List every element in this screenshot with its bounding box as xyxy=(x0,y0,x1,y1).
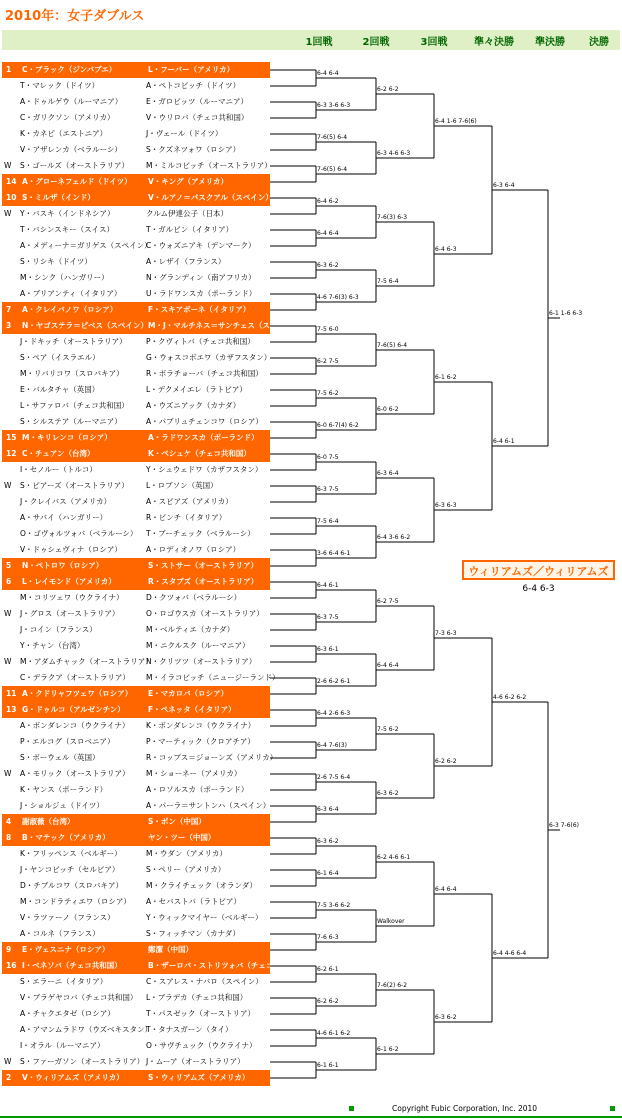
player-2-name: 鄭潔（中国） xyxy=(148,945,193,954)
match-score: 6-3 6-4 xyxy=(317,806,339,813)
match-score: 7-6(5) 6-4 xyxy=(317,166,348,173)
player-2-name: S・ポン（中国） xyxy=(148,817,206,826)
match-score: 6-4 1-6 7-6(6) xyxy=(435,118,477,125)
player-1-name: S・ボーウェル（英国） xyxy=(20,753,100,762)
player-2-name: K・ボンダレンコ（ウクライナ） xyxy=(146,721,256,730)
match-score: 3-6 6-4 6-1 xyxy=(317,550,351,557)
match-score: 6-1 6-2 xyxy=(435,374,457,381)
player-1-name: I・セノルー（トルコ） xyxy=(20,465,97,474)
player-1-name: T・バシンスキー（スイス） xyxy=(20,225,114,234)
player-2-name: M・ショーネー（アメリカ） xyxy=(146,769,242,778)
match-score: 6-3 6-2 xyxy=(317,838,339,845)
player-2-name: N・クリツツ（オーストラリア） xyxy=(146,657,257,666)
player-1-name: O・ゴヴォルツォバ（ベラルーシ） xyxy=(20,529,138,538)
player-1-name: Y・バスキ（インドネシア） xyxy=(20,209,115,218)
player-1-name: J・ショルジュ（ドイツ） xyxy=(20,801,104,810)
seed-number: 8 xyxy=(6,833,12,842)
player-2-name: クルム伊達公子（日本） xyxy=(146,209,228,218)
player-1-name: V・アザレンカ（ベラルーシ） xyxy=(20,145,122,154)
player-2-name: A・ロソルスカ（ポーランド） xyxy=(146,785,249,794)
player-2-name: R・スタブズ（オーストラリア） xyxy=(148,577,259,586)
seed-number: W xyxy=(4,481,12,490)
match-score: 6-1 6-2 xyxy=(377,1046,399,1053)
player-1-name: V・ラツァーノ（フランス） xyxy=(20,913,115,922)
seed-number: W xyxy=(4,609,12,618)
player-1-name: M・コリツェワ（ウクライナ） xyxy=(20,593,124,602)
player-1-name: A・ボンダレンコ（ウクライナ） xyxy=(20,721,130,730)
match-score: 7-6 6-3 xyxy=(317,934,339,941)
match-score: 6-2 6-2 xyxy=(435,758,457,765)
match-score: 6-0 6-7(4) 6-2 xyxy=(317,422,359,429)
player-2-name: E・ガロビッツ（ルーマニア） xyxy=(146,97,248,106)
match-score: 7-5 6-4 xyxy=(317,518,339,525)
player-2-name: L・フーバー（アメリカ） xyxy=(148,65,235,74)
player-1-name: L・レイモンド（アメリカ） xyxy=(22,577,116,586)
round-3-label: 3回戦 xyxy=(420,37,448,48)
player-2-name: A・レザイ（フランス） xyxy=(146,257,226,266)
player-1-name: A・グローネフェルド（ドイツ） xyxy=(22,177,132,186)
player-2-name: P・マーティック（クロアチア） xyxy=(146,737,255,746)
player-1-name: I・オラル（ルーマニア） xyxy=(20,1041,105,1050)
player-1-name: S・ミルザ（インド） xyxy=(22,193,95,202)
player-1-name: M・アダムチャック（オーストラリア） xyxy=(20,657,153,666)
match-score: 6-3 6-1 xyxy=(317,646,339,653)
player-1-name: T・マレック（ドイツ） xyxy=(20,81,100,90)
player-2-name: G・ウォスコボエワ（カザフスタン） xyxy=(146,353,272,362)
player-2-name: S・クズネツォワ（ロシア） xyxy=(146,145,241,154)
match-score: 6-4 6-3 xyxy=(435,246,457,253)
player-2-name: M・ミルコビッチ（オーストラリア） xyxy=(146,161,272,170)
player-1-name: N・ペトロワ（ロシア） xyxy=(22,561,104,570)
match-score: 6-3 6-2 xyxy=(435,1014,457,1021)
match-score: 6-4 6-1 xyxy=(493,438,515,445)
match-score: 6-4 6-4 xyxy=(377,662,399,669)
match-score: 6-3 6-3 xyxy=(435,502,457,509)
match-score: 6-3 4-6 6-3 xyxy=(377,150,411,157)
seed-number: 3 xyxy=(6,321,12,330)
player-2-name: M・イラコビッチ（ニュージーランド） xyxy=(146,673,280,682)
player-1-name: K・カネピ（エストニア） xyxy=(20,129,108,138)
match-score: 6-0 6-2 xyxy=(377,406,399,413)
player-2-name: ヤン・ツー（中国） xyxy=(148,833,216,842)
match-score: 4-6 7-6(3) 6-3 xyxy=(317,294,359,301)
match-score: 6-3 6-2 xyxy=(317,262,339,269)
player-1-name: K・フリッペンス（ベルギー） xyxy=(20,849,122,858)
player-2-name: M・J・マルチネス＝サンチェス（スペイン） xyxy=(148,321,300,330)
player-1-name: S・ゴールズ（オーストラリア） xyxy=(20,161,130,170)
player-2-name: T・ブーチェック（ベラルーシ） xyxy=(146,529,255,538)
player-2-name: O・サヴチュック（ウクライナ） xyxy=(146,1041,257,1050)
match-score: 6-3 7-5 xyxy=(317,614,339,621)
match-score: 7-3 6-3 xyxy=(435,630,457,637)
seed-number: W xyxy=(4,1057,12,1066)
seed-number: 2 xyxy=(6,1073,12,1082)
seed-number: 10 xyxy=(6,193,17,202)
player-1-name: J・グロス（オーストラリア） xyxy=(20,609,120,618)
player-2-name: A・ロディオノワ（ロシア） xyxy=(146,545,241,554)
player-2-name: S・ウィリアムズ（アメリカ） xyxy=(148,1073,250,1082)
player-1-name: V・ウィリアムズ（アメリカ） xyxy=(22,1073,124,1082)
player-1-name: J・コイン（フランス） xyxy=(20,625,97,634)
player-2-name: M・クライチェック（オランダ） xyxy=(146,881,257,890)
player-1-name: S・エラーニ（イタリア） xyxy=(20,977,108,986)
player-2-name: J・ムーア（オーストラリア） xyxy=(146,1057,245,1066)
player-1-name: S・シルステア（ルーマニア） xyxy=(20,417,122,426)
match-score: 6-3 6-4 xyxy=(493,182,515,189)
player-2-name: Y・ウィックマイヤー（ベルギー） xyxy=(146,913,263,922)
footer-square-icon xyxy=(349,1106,354,1111)
player-2-name: S・ペリー（アメリカ） xyxy=(146,865,226,874)
page-title: 2010年：女子ダブルス xyxy=(5,9,145,24)
player-2-name: V・キング（アメリカ） xyxy=(148,177,229,186)
player-1-name: B・マテック（アメリカ） xyxy=(22,833,110,842)
player-2-name: A・セバストバ（ラトビア） xyxy=(146,897,241,906)
player-1-name: M・キリレンコ（ロシア） xyxy=(22,433,112,442)
match-score: 7-6(2) 6-2 xyxy=(377,982,408,989)
player-2-name: A・ウズニアック（カナダ） xyxy=(146,401,241,410)
player-1-name: A・モリック（オーストラリア） xyxy=(20,769,130,778)
match-score: 6-1 6-4 xyxy=(317,870,339,877)
quarterfinal-label: 準々決勝 xyxy=(474,37,514,48)
player-2-name: O・ロゴウスカ（オーストラリア） xyxy=(146,609,264,618)
player-1-name: S・ファーガソン（オーストラリア） xyxy=(20,1057,145,1066)
player-2-name: A・スピアズ（アメリカ） xyxy=(146,497,233,506)
match-score: 6-2 7-5 xyxy=(317,358,339,365)
match-score: 2-6 6-2 6-1 xyxy=(317,678,351,685)
player-1-name: G・ドゥルコ（アルゼンチン） xyxy=(22,705,125,714)
match-score: 6-4 6-4 xyxy=(435,886,457,893)
match-score: 7-5 6-2 xyxy=(377,726,399,733)
player-1-name: A・クレイバノワ（ロシア） xyxy=(22,305,118,314)
player-2-name: L・デクメイエレ（ラトビア） xyxy=(146,385,247,394)
match-score: 7-6(5) 6-4 xyxy=(317,134,348,141)
player-2-name: P・クヴィトバ（チェコ共和国） xyxy=(146,337,255,346)
match-score: 4-6 6-1 6-2 xyxy=(317,1030,351,1037)
player-1-name: M・シンク（ハンガリー） xyxy=(20,273,109,282)
player-1-name: C・ガリクソン（アメリカ） xyxy=(20,113,115,122)
player-2-name: V・ルアノ＝パスクアル（スペイン） xyxy=(148,193,273,202)
match-score: 6-0 7-5 xyxy=(317,454,339,461)
match-score: 6-3 6-4 xyxy=(377,470,399,477)
match-score: 6-4 6-2 xyxy=(317,198,339,205)
seed-number: 4 xyxy=(6,817,12,826)
match-score: 6-2 6-2 xyxy=(377,86,399,93)
player-2-name: T・ガルビン（イタリア） xyxy=(146,225,234,234)
player-2-name: L・ブラデカ（チェコ共和国） xyxy=(146,993,248,1002)
player-2-name: R・ボラチョーバ（チェコ共和国） xyxy=(146,369,263,378)
player-1-name: A・ドゥルゲウ（ルーマニア） xyxy=(20,97,123,106)
player-2-name: A・パブリュチェンコワ（ロシア） xyxy=(146,417,263,426)
player-1-name: D・チブルコワ（スロバキア） xyxy=(20,881,123,890)
player-2-name: S・ストサー（オーストラリア） xyxy=(148,561,259,570)
match-score: 6-2 4-6 6-1 xyxy=(377,854,411,861)
match-score: 6-3 7-6(6) xyxy=(549,822,580,829)
seed-number: 12 xyxy=(6,449,17,458)
match-score: 7-6(3) 6-3 xyxy=(377,214,408,221)
player-1-name: 謝淑薇（台湾） xyxy=(22,817,75,826)
match-score: 6-4 6-4 xyxy=(317,70,339,77)
match-score: 6-2 7-5 xyxy=(377,598,399,605)
match-score: 6-4 7-6(3) xyxy=(317,742,348,749)
match-score: 7-5 6-4 xyxy=(377,278,399,285)
seed-number: W xyxy=(4,209,12,218)
player-2-name: U・ラドワンスカ（ポーランド） xyxy=(146,289,257,298)
player-2-name: V・ウリロバ（チェコ共和国） xyxy=(146,113,249,122)
match-score: 4-6 6-2 6-2 xyxy=(493,694,527,701)
player-1-name: E・バルタチャ（英国） xyxy=(20,385,100,394)
seed-number: W xyxy=(4,161,12,170)
match-score: 2-6 7-5 6-4 xyxy=(317,774,351,781)
player-1-name: C・ブラック（ジンバブエ） xyxy=(22,65,117,74)
final-score: 6-4 6-3 xyxy=(522,584,555,594)
match-score: 7-5 6-0 xyxy=(317,326,339,333)
seed-number: 1 xyxy=(6,65,12,74)
player-2-name: A・ラドワンスカ（ポーランド） xyxy=(148,433,259,442)
player-2-name: M・ニクルスク（ルーマニア） xyxy=(146,641,250,650)
final-label: 決勝 xyxy=(589,37,609,48)
player-2-name: R・コップス＝ジョーンズ（アメリカ） xyxy=(146,753,278,762)
player-1-name: N・ヤゴステラ＝ビベス（スペイン） xyxy=(22,321,148,330)
player-2-name: R・ビンチ（イタリア） xyxy=(146,513,227,522)
player-2-name: C・ウォズニアキ（デンマーク） xyxy=(146,241,256,250)
player-1-name: A・ブリアンティ（イタリア） xyxy=(20,289,122,298)
copyright: Copyright Fubic Corporation, Inc. 2010 xyxy=(392,1104,538,1113)
match-score: 7-6(5) 6-4 xyxy=(377,342,408,349)
seed-number: 7 xyxy=(6,305,12,314)
seed-number: 11 xyxy=(6,689,17,698)
player-1-name: L・サファロバ（チェコ共和国） xyxy=(20,401,129,410)
player-2-name: S・フィッチマン（カナダ） xyxy=(146,929,241,938)
player-1-name: J・ヤンコビッチ（セルビア） xyxy=(20,865,120,874)
seed-number: W xyxy=(4,769,12,778)
player-1-name: Y・チャン（台湾） xyxy=(20,641,85,650)
seed-number: 6 xyxy=(6,577,12,586)
match-score: 7-5 3-6 6-2 xyxy=(317,902,351,909)
player-2-name: B・ザーロバ・ストリツォバ（チェコ共和国） xyxy=(148,961,304,970)
player-2-name: Y・シュウェドワ（カザフスタン） xyxy=(146,465,263,474)
match-score: 6-1 6-1 xyxy=(317,1062,339,1069)
player-2-name: A・パーラ＝サントンハ（スペイン） xyxy=(146,801,271,810)
player-2-name: D・クツォバ（ベラルーシ） xyxy=(146,593,242,602)
player-1-name: S・ピアーズ（オーストラリア） xyxy=(20,481,129,490)
footer-square-icon xyxy=(610,1106,615,1111)
player-2-name: N・グランディン（南アフリカ） xyxy=(146,273,256,282)
semifinal-label: 準決勝 xyxy=(535,37,565,48)
player-1-name: V・ブラゲヤコバ（チェコ共和国） xyxy=(20,993,138,1002)
player-1-name: A・チャクエタゼ（ロシア） xyxy=(20,1009,115,1018)
player-1-name: E・ヴェスニナ（ロシア） xyxy=(22,945,110,954)
match-score: 6-3 7-5 xyxy=(317,486,339,493)
player-2-name: L・ロブソン（英国） xyxy=(146,481,218,490)
match-score: 6-4 6-1 xyxy=(317,582,339,589)
seed-number: 14 xyxy=(6,177,17,186)
player-1-name: I・ベネソバ（チェコ共和国） xyxy=(22,961,122,970)
player-2-name: M・ベルティエ（カナダ） xyxy=(146,625,235,634)
round-1-label: 1回戦 xyxy=(305,37,333,48)
footer-line xyxy=(0,1116,622,1118)
player-2-name: M・ウダン（アメリカ） xyxy=(146,849,227,858)
player-1-name: K・ヤンス（ポーランド） xyxy=(20,785,108,794)
player-1-name: V・ドゥシェヴィナ（ロシア） xyxy=(20,545,122,554)
match-score: Walkover xyxy=(377,918,405,925)
match-score: 6-4 2-6 6-3 xyxy=(317,710,351,717)
match-score: 6-2 6-1 xyxy=(317,966,339,973)
player-1-name: M・コンドラティエワ（ロシア） xyxy=(20,897,131,906)
player-1-name: A・クドリャフツェワ（ロシア） xyxy=(22,689,133,698)
player-1-name: M・リバリコワ（スロバキア） xyxy=(20,369,124,378)
player-1-name: S・リシキ（ドイツ） xyxy=(20,257,92,266)
player-1-name: J・クレイバス（アメリカ） xyxy=(20,497,112,506)
player-1-name: A・アマンムラドワ（ウズベキスタン） xyxy=(20,1025,152,1034)
player-2-name: J・ヴェール（ドイツ） xyxy=(146,129,223,138)
seed-number: W xyxy=(4,657,12,666)
player-1-name: P・エルコグ（スロベニア） xyxy=(20,737,115,746)
match-score: 6-3 3-6 6-3 xyxy=(317,102,351,109)
match-score: 6-4 4-6 6-4 xyxy=(493,950,527,957)
champion-box: ウィリアムズ／ウィリアムズ xyxy=(462,560,615,580)
player-1-name: A・コルネ（フランス） xyxy=(20,929,100,938)
seed-number: 9 xyxy=(6,945,12,954)
player-1-name: C・デラクア（オーストラリア） xyxy=(20,673,130,682)
player-2-name: F・スキアボーネ（イタリア） xyxy=(148,305,251,314)
player-1-name: C・チュアン（台湾） xyxy=(22,449,95,458)
match-score: 6-1 1-6 6-3 xyxy=(549,310,583,317)
seed-number: 16 xyxy=(6,961,17,970)
player-1-name: S・ペア（イスラエル） xyxy=(20,353,100,362)
seed-number: 5 xyxy=(6,561,12,570)
player-2-name: T・タナスガーン（タイ） xyxy=(146,1025,233,1034)
seed-number: 15 xyxy=(6,433,17,442)
match-score: 6-3 6-2 xyxy=(377,790,399,797)
match-score: 6-4 6-4 xyxy=(317,230,339,237)
match-score: 7-5 6-2 xyxy=(317,390,339,397)
player-2-name: K・ペシュケ（チェコ共和国） xyxy=(148,449,251,458)
player-1-name: J・ドキッチ（オーストラリア） xyxy=(20,337,127,346)
player-2-name: T・パスゼック（オーストリア） xyxy=(146,1009,256,1018)
match-score: 6-4 3-6 6-2 xyxy=(377,534,411,541)
player-2-name: A・ペトコビッチ（ドイツ） xyxy=(146,81,241,90)
player-2-name: C・スアレス・ナバロ（スペイン） xyxy=(146,977,263,986)
seed-number: 13 xyxy=(6,705,17,714)
player-2-name: E・マカロバ（ロシア） xyxy=(148,689,229,698)
player-1-name: A・メディーナ＝ガリゲス（スペイン） xyxy=(20,241,152,250)
match-score: 6-2 6-2 xyxy=(317,998,339,1005)
player-2-name: F・ペネッタ（イタリア） xyxy=(148,705,236,714)
round-2-label: 2回戦 xyxy=(362,37,390,48)
player-1-name: A・サバイ（ハンガリー） xyxy=(20,513,108,522)
